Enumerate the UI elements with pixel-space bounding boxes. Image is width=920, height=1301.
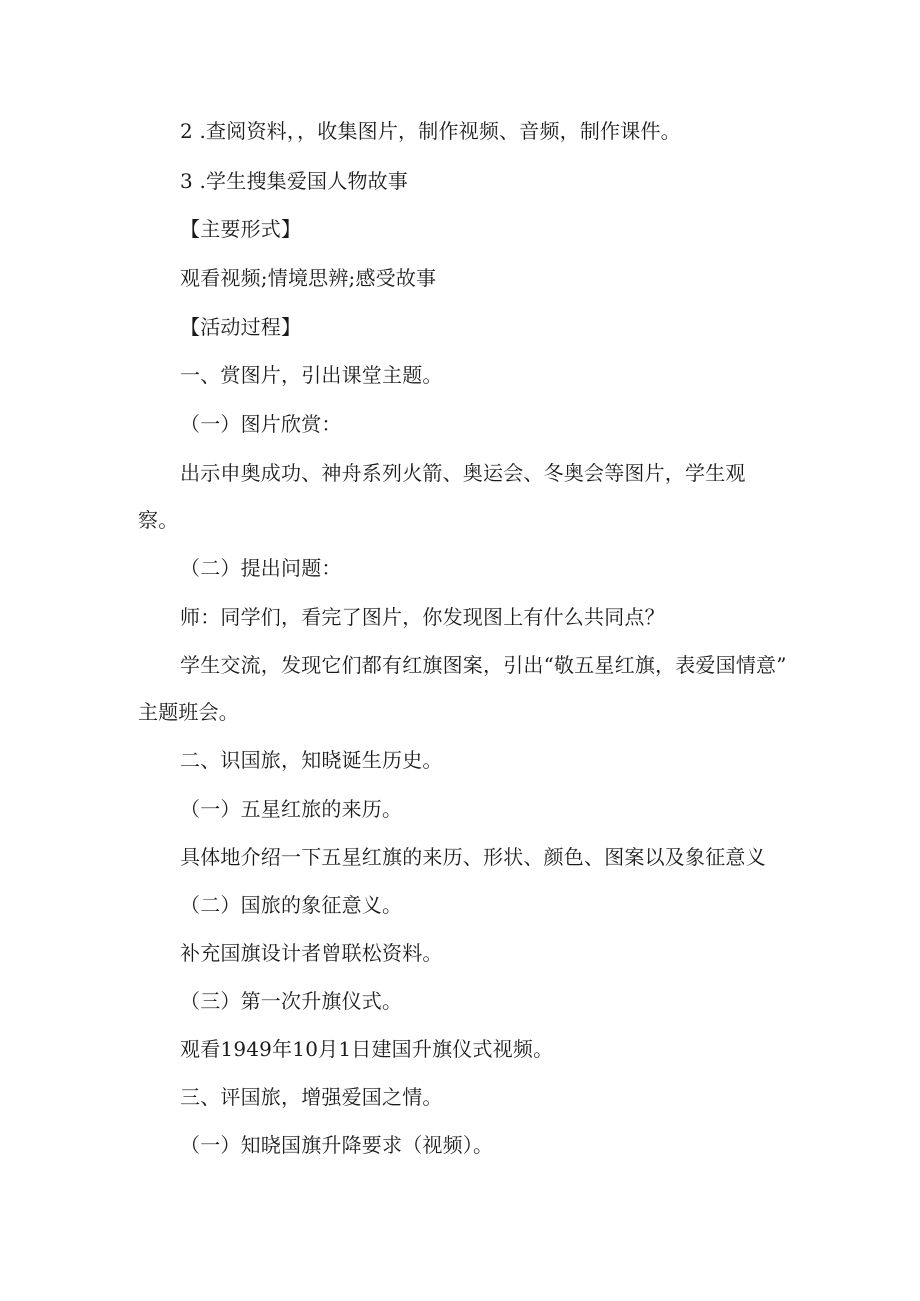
section-heading-activity-process: 【活动过程】 — [180, 315, 302, 339]
list-item-prep-2: 2 .查阅资料，，收集图片，制作视频、音频，制作课件。 — [180, 119, 681, 143]
paragraph-pictures-continued: 察。 — [138, 508, 179, 532]
paragraph-teacher-question: 师：同学们，看完了图片，你发现图上有什么共同点？ — [180, 605, 665, 629]
paragraph-forms: 观看视频;情境思辨;感受故事 — [180, 266, 437, 290]
subheading-2-3: （三）第一次升旗仪式。 — [180, 989, 403, 1013]
heading-part-3: 三、评国旅，增强爱国之情。 — [180, 1085, 443, 1109]
paragraph-pictures: 出示申奥成功、神舟系列火箭、奥运会、冬奥会等图片，学生观 — [180, 461, 746, 485]
subheading-3-1: （一）知晓国旗升降要求（视频）。 — [180, 1133, 494, 1157]
paragraph-first-ceremony-video: 观看1949年10月1日建国升旗仪式视频。 — [180, 1037, 554, 1061]
paragraph-student-exchange-continued: 主题班会。 — [138, 700, 239, 724]
subheading-1-2: （二）提出问题： — [180, 556, 342, 580]
paragraph-designer: 补充国旗设计者曾联松资料。 — [180, 941, 443, 965]
heading-part-2: 二、识国旅，知晓诞生历史。 — [180, 748, 443, 772]
section-heading-main-forms: 【主要形式】 — [180, 217, 302, 241]
heading-part-1: 一、赏图片，引出课堂主题。 — [180, 363, 443, 387]
paragraph-student-exchange: 学生交流，发现它们都有红旗图案，引出“敬五星红旗，表爱国情意” — [180, 653, 787, 677]
subheading-2-2: （二）国旅的象征意义。 — [180, 893, 403, 917]
subheading-1-1: （一）图片欣赏： — [180, 412, 342, 436]
list-item-prep-3: 3 .学生搜集爱国人物故事 — [180, 169, 409, 193]
subheading-2-1: （一）五星红旅的来历。 — [180, 797, 403, 821]
paragraph-flag-origin: 具体地介绍一下五星红旗的来历、形状、颜色、图案以及象征意义 — [180, 845, 766, 869]
